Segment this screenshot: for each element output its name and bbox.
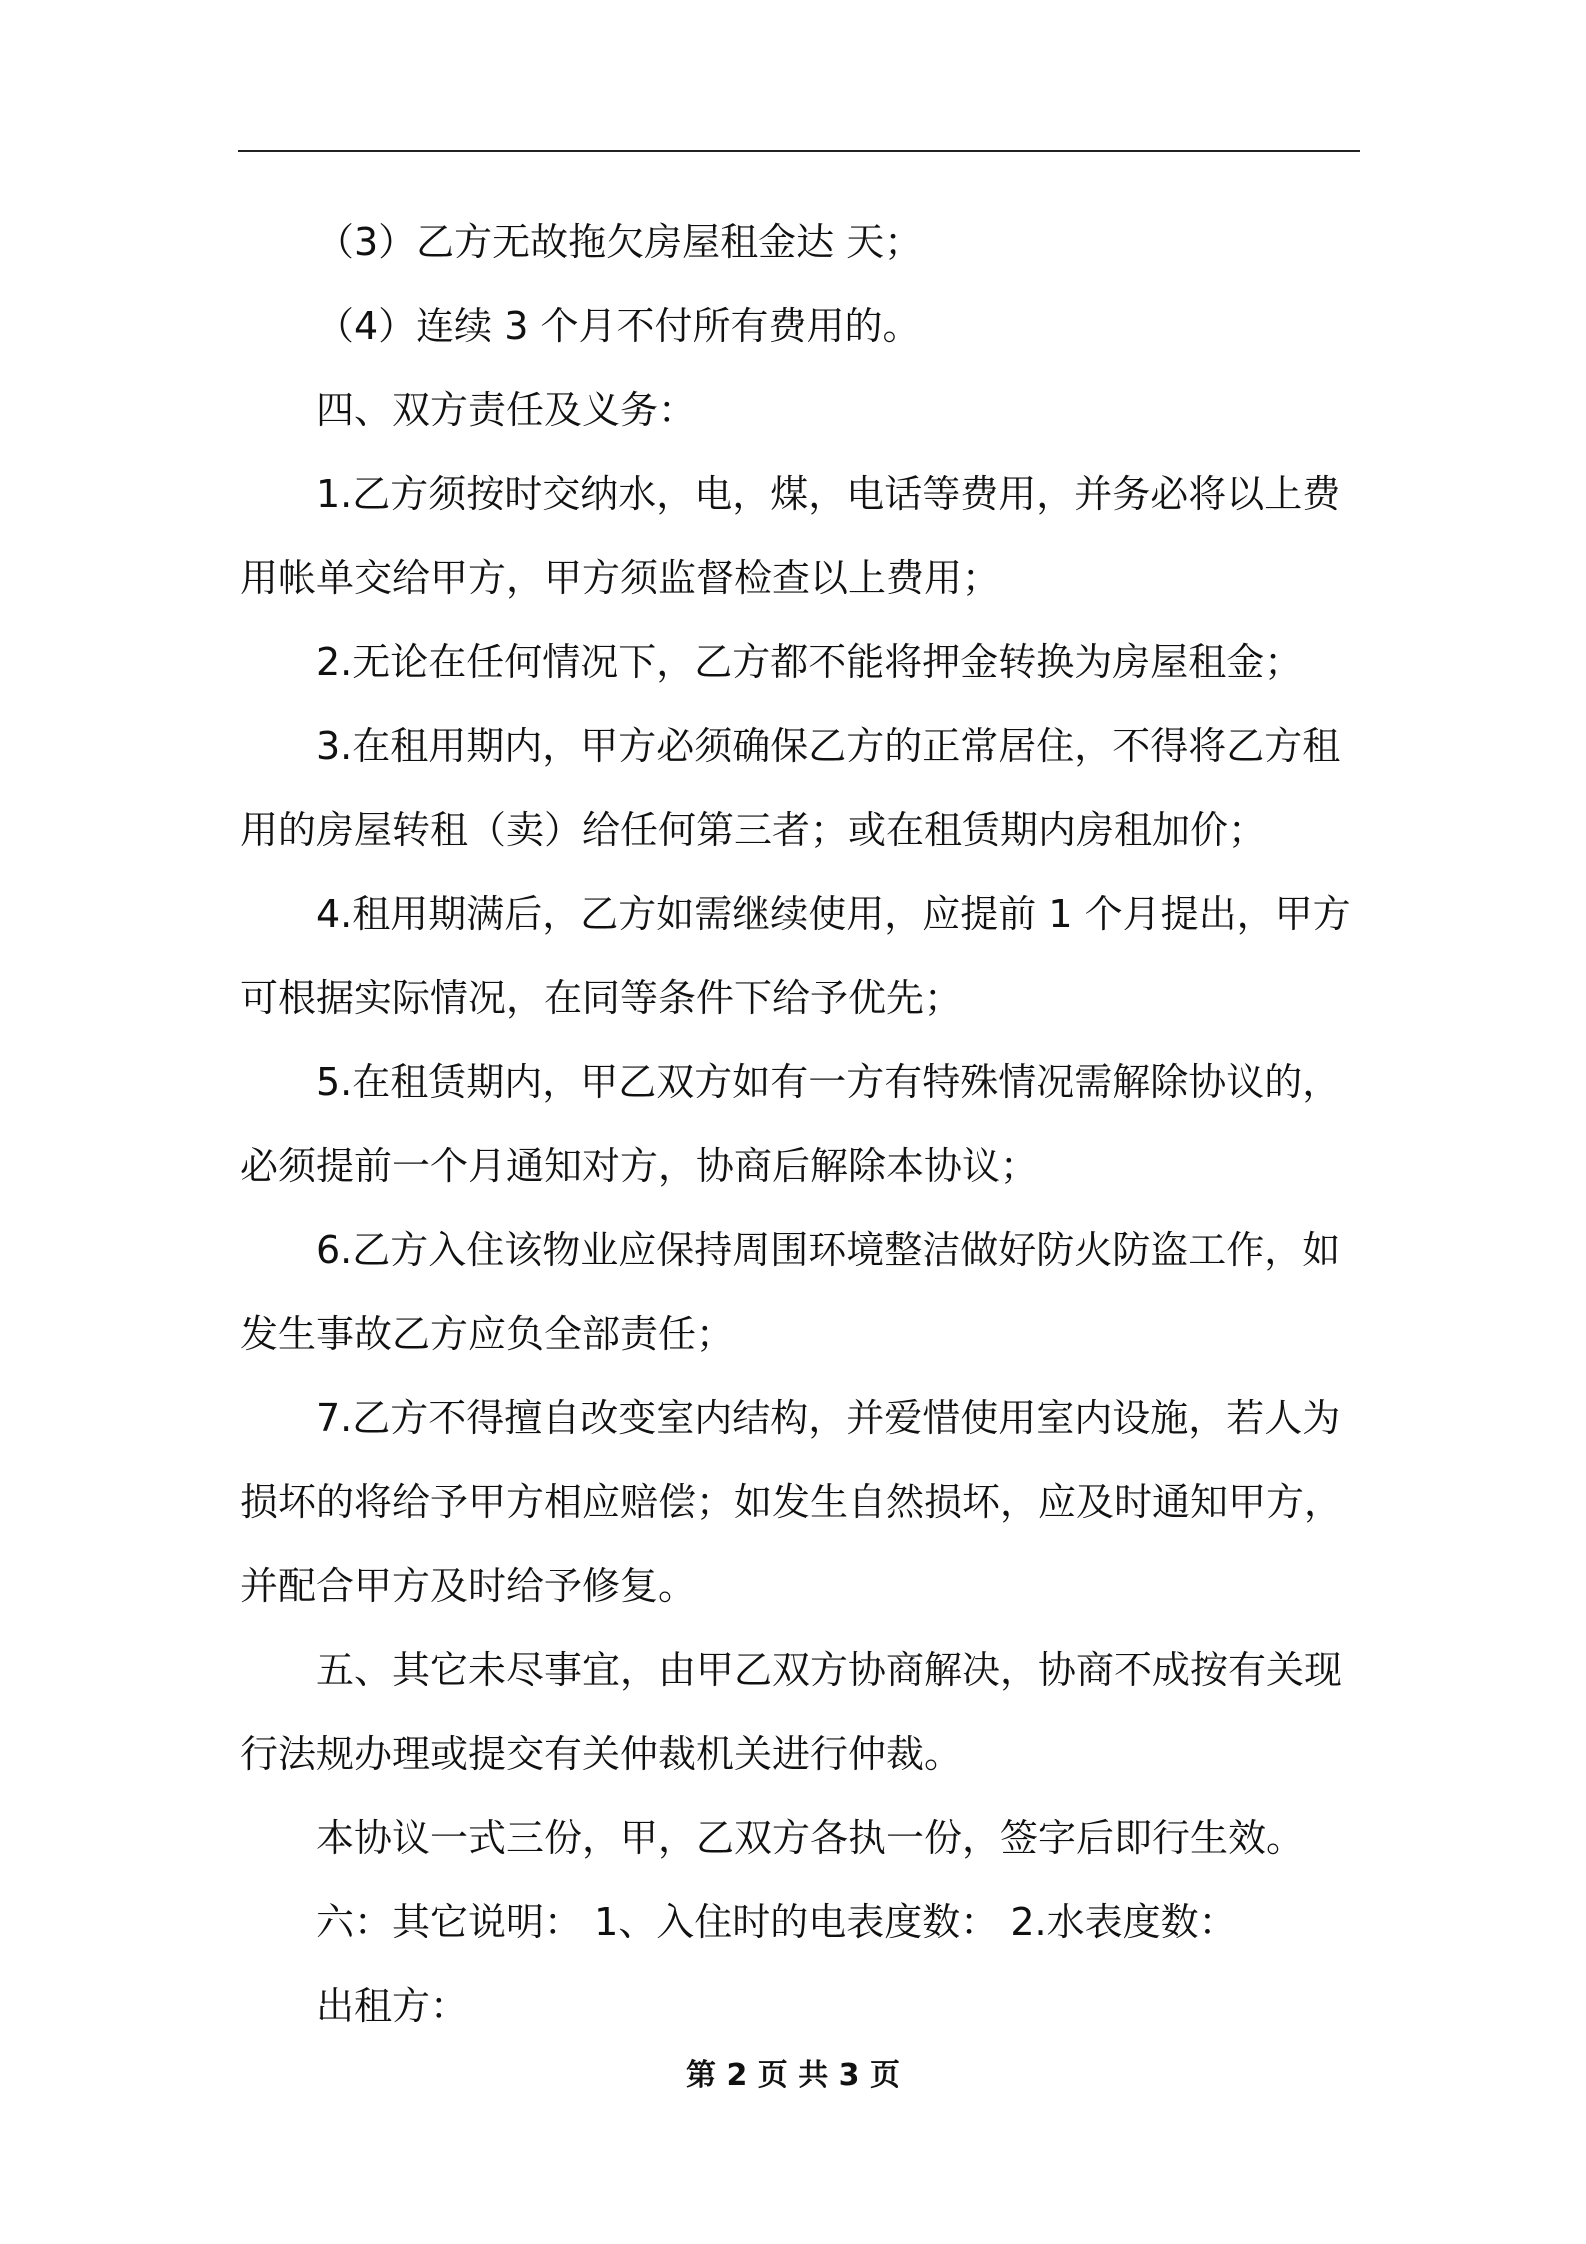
clause-4-4: 4.租用期满后，乙方如需继续使用，应提前 1 个月提出，甲方可根据实际情况，在同等条件下给予优先； [240,892,1351,1020]
clause-4-2: 2.无论在任何情况下，乙方都不能将押金转换为房屋租金； [316,640,1303,684]
clause-4-1: 1.乙方须按时交纳水，电，煤，电话等费用，并务必将以上费用帐单交给甲方，甲方须监督检查以上费用； [240,472,1341,600]
clause-4-6: 6.乙方入住该物业应保持周围环境整洁做好防火防盗工作，如发生事故乙方应负全部责任； [240,1228,1341,1356]
lessor-signature-line: 出租方： [316,1984,469,2028]
clause-4-5: 5.在租赁期内，甲乙双方如有一方有特殊情况需解除协议的，必须提前一个月通知对方，协商后解除本协议； [240,1060,1341,1188]
clause-3-4: （4）连续 3 个月不付所有费用的。 [316,304,921,348]
copies-clause: 本协议一式三份，甲，乙双方各执一份，签字后即行生效。 [316,1816,1305,1860]
page-footer: 第 2 页 共 3 页 [686,2058,900,2093]
clause-3-3: （3）乙方无故拖欠房屋租金达 天； [316,220,923,264]
clause-4-7: 7.乙方不得擅自改变室内结构，并爱惜使用室内设施，若人为损坏的将给予甲方相应赔偿；如发生自然损坏，应及时通知甲方，并配合甲方及时给予修复。 [240,1396,1343,1608]
section-5: 五、其它未尽事宜，由甲乙双方协商解决，协商不成按有关现行法规办理或提交有关仲裁机关进行仲裁。 [240,1648,1343,1776]
section-4-heading: 四、双方责任及义务： [316,388,697,432]
section-6-notes: 六：其它说明： 1、入住时的电表度数： 2.水表度数： [316,1900,1237,1944]
clause-4-3: 3.在租用期内，甲方必须确保乙方的正常居住，不得将乙方租用的房屋转租（卖）给任何第三者；或在租赁期内房租加价； [240,724,1341,852]
document-body [240,200,1360,2048]
header-rule [238,150,1360,152]
